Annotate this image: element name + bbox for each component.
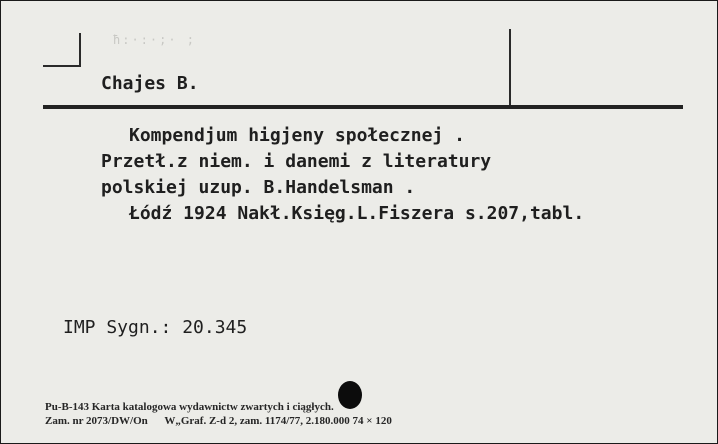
signature-number: IMP Sygn.: 20.345 [63, 317, 248, 338]
footer-printer-info: W„Graf. Z-d 2, zam. 1174/77, 2.180.000 74 × 120 [164, 415, 392, 427]
horizontal-rule [43, 105, 683, 109]
title-line-2: Przetł.z niem. i danemi z literatury [101, 151, 492, 172]
vertical-divider [509, 29, 511, 107]
title-line-1: Kompendjum higjeny społecznej . [129, 125, 465, 146]
corner-mark-horizontal [43, 65, 79, 67]
footer-line-2 [45, 415, 406, 427]
author-heading: Chajes B. [101, 73, 199, 94]
title-line-3: polskiej uzup. B.Handelsman . [101, 177, 416, 198]
punch-hole [338, 381, 362, 409]
title-line-4: Łódź 1924 Nakł.Księg.L.Fiszera s.207,tabl. [129, 203, 585, 224]
footer-order-number: Zam. nr 2073/DW/On [45, 415, 148, 427]
faint-header-text: ħ:·:·;· ; [113, 33, 197, 47]
corner-mark-vertical [79, 33, 81, 67]
footer-line-1: Pu-B-143 Karta katalogowa wydawnictw zwartych i ciągłych. [45, 401, 334, 413]
